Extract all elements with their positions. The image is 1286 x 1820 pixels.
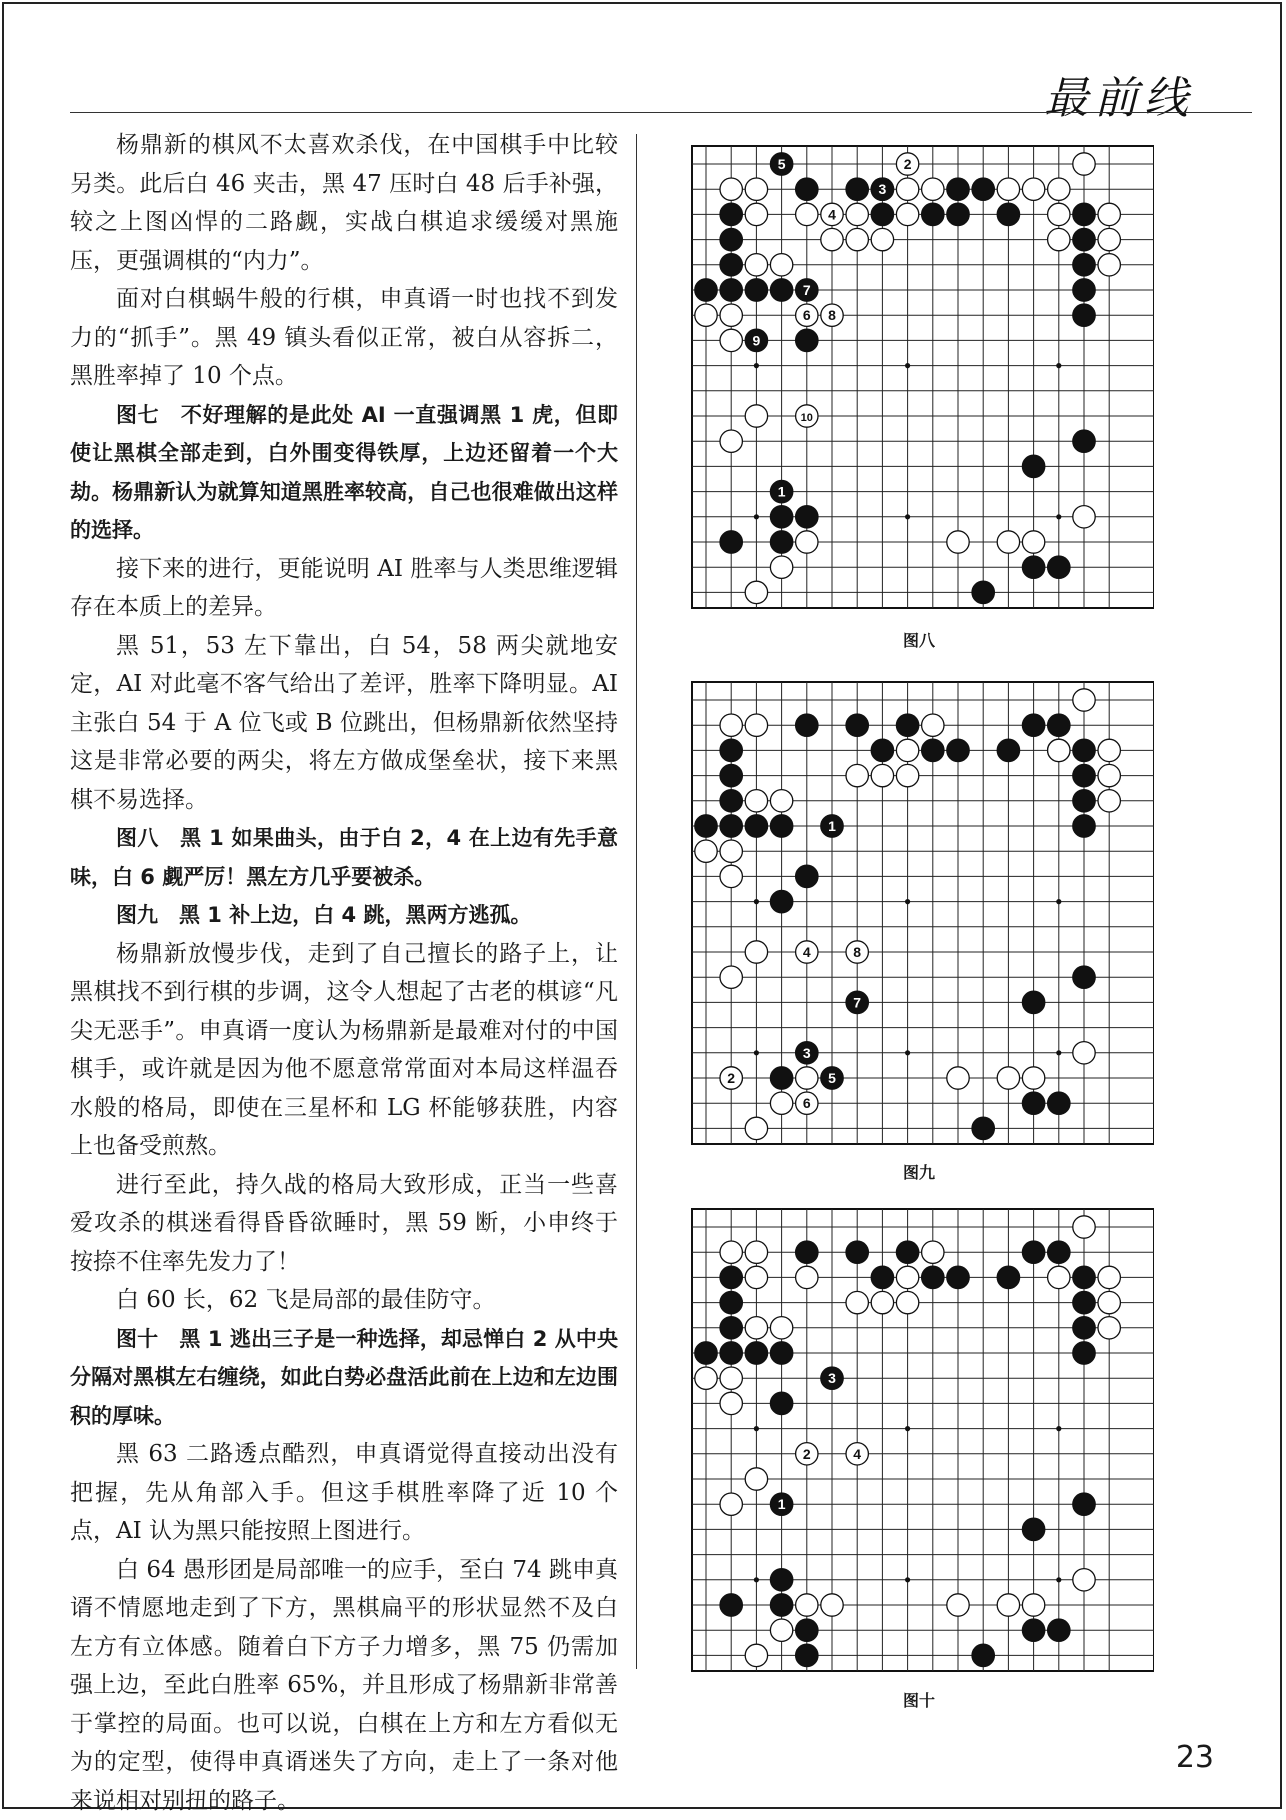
black-stone bbox=[1048, 556, 1070, 578]
white-stone bbox=[745, 254, 767, 276]
white-stone bbox=[896, 764, 918, 786]
black-stone bbox=[997, 203, 1019, 225]
black-stone bbox=[770, 815, 792, 837]
black-stone bbox=[896, 714, 918, 736]
move-number: 7 bbox=[853, 994, 861, 1010]
black-stone bbox=[720, 1594, 742, 1616]
white-stone bbox=[720, 966, 742, 988]
white-stone bbox=[770, 1317, 792, 1339]
black-stone bbox=[796, 1241, 818, 1263]
white-stone bbox=[1098, 1266, 1120, 1288]
black-stone bbox=[720, 1266, 742, 1288]
black-stone bbox=[1073, 228, 1095, 250]
paragraph: 进行至此，持久战的格局大致形成，正当一些喜爱攻杀的棋迷看得昏昏欲睡时，黑 59 断，小申终于按捺不住率先发力了！ bbox=[70, 1166, 618, 1282]
black-stone bbox=[796, 865, 818, 887]
white-stone bbox=[745, 1644, 767, 1666]
black-stone bbox=[1073, 1342, 1095, 1364]
black-stone bbox=[720, 1291, 742, 1313]
white-stone bbox=[997, 1594, 1019, 1616]
move-number: 4 bbox=[803, 944, 811, 960]
white-stone bbox=[745, 790, 767, 812]
white-stone bbox=[745, 178, 767, 200]
black-stone bbox=[871, 1266, 893, 1288]
white-stone bbox=[796, 1266, 818, 1288]
white-stone bbox=[821, 228, 843, 250]
black-stone bbox=[745, 1342, 767, 1364]
black-stone bbox=[1022, 1619, 1044, 1641]
white-stone bbox=[896, 1266, 918, 1288]
black-stone bbox=[796, 506, 818, 528]
star-point bbox=[905, 363, 910, 368]
move-number: 1 bbox=[778, 1496, 786, 1512]
move-number: 4 bbox=[853, 1446, 861, 1462]
white-stone bbox=[896, 739, 918, 761]
white-stone bbox=[846, 764, 868, 786]
black-stone bbox=[745, 815, 767, 837]
black-stone bbox=[720, 1342, 742, 1364]
white-stone bbox=[1098, 790, 1120, 812]
diagram-caption: 图十 bbox=[684, 1688, 1154, 1711]
black-stone bbox=[770, 1594, 792, 1616]
move-number: 8 bbox=[828, 307, 836, 323]
black-stone bbox=[1073, 1317, 1095, 1339]
paragraph: 杨鼎新的棋风不太喜欢杀伐，在中国棋手中比较另类。此后白 46 夹击，黑 47 压时白 48 后手补强，较之上图凶悍的二路觑，实战白棋追求缓缓对黑施压，更强调棋的“内力”。 bbox=[70, 126, 618, 280]
white-stone bbox=[745, 714, 767, 736]
star-point bbox=[1056, 1426, 1061, 1431]
star-point bbox=[905, 1050, 910, 1055]
paragraph: 面对白棋蜗牛般的行棋，申真谞一时也找不到发力的“抓手”。黑 49 镇头看似正常，被白从容拆二，黑胜率掉了 10 个点。 bbox=[70, 280, 618, 396]
white-stone bbox=[1048, 739, 1070, 761]
white-stone bbox=[770, 1092, 792, 1114]
black-stone bbox=[770, 1067, 792, 1089]
white-stone bbox=[796, 203, 818, 225]
white-stone bbox=[745, 405, 767, 427]
star-point bbox=[1056, 1050, 1061, 1055]
black-stone bbox=[922, 1266, 944, 1288]
star-point bbox=[1056, 514, 1061, 519]
move-number: 4 bbox=[828, 206, 836, 222]
black-stone bbox=[997, 739, 1019, 761]
move-number: 3 bbox=[879, 181, 887, 197]
star-point bbox=[754, 514, 759, 519]
move-number: 2 bbox=[904, 156, 912, 172]
white-stone bbox=[896, 1291, 918, 1313]
figure-note: 图九 黑 1 补上边，白 4 跳，黑两方逃孤。 bbox=[70, 896, 618, 935]
white-stone bbox=[1098, 739, 1120, 761]
white-stone bbox=[770, 1619, 792, 1641]
black-stone bbox=[947, 178, 969, 200]
black-stone bbox=[720, 254, 742, 276]
black-stone bbox=[720, 1317, 742, 1339]
black-stone bbox=[972, 1644, 994, 1666]
white-stone bbox=[1022, 1594, 1044, 1616]
header-rule bbox=[70, 112, 1252, 113]
star-point bbox=[754, 1577, 759, 1582]
black-stone bbox=[720, 815, 742, 837]
black-stone bbox=[871, 739, 893, 761]
go-diagram-10 bbox=[684, 1205, 1154, 1675]
black-stone bbox=[1048, 714, 1070, 736]
paragraph: 白 64 愚形团是局部唯一的应手，至白 74 跳申真谞不情愿地走到了下方，黑棋扁平的形状显然不及白左方有立体感。随着白下方子力增多，黑 75 仍需加强上边，至此白胜率 65%，并且形成了杨鼎新非常善于掌控的局面。也可以说，白棋在上方和左方看似无为的定型，使得申真谞迷失了方向，走上了一条对他来说相对别扭的路子。 bbox=[70, 1551, 618, 1820]
black-stone bbox=[947, 739, 969, 761]
move-number: 10 bbox=[801, 412, 813, 424]
black-stone bbox=[1022, 455, 1044, 477]
white-stone bbox=[1098, 228, 1120, 250]
move-number: 7 bbox=[803, 282, 811, 298]
black-stone bbox=[1022, 1092, 1044, 1114]
paragraph: 黑 63 二路透点酷烈，申真谞觉得直接动出没有把握，先从角部入手。但这手棋胜率降了近 10 个点，AI 认为黑只能按照上图进行。 bbox=[70, 1435, 618, 1551]
white-stone bbox=[997, 531, 1019, 553]
black-stone bbox=[1073, 1493, 1095, 1515]
white-stone bbox=[745, 1266, 767, 1288]
white-stone bbox=[1048, 1266, 1070, 1288]
black-stone bbox=[1073, 304, 1095, 326]
white-stone bbox=[896, 203, 918, 225]
black-stone bbox=[770, 1342, 792, 1364]
go-diagram-9 bbox=[684, 678, 1154, 1148]
white-stone bbox=[871, 764, 893, 786]
black-stone bbox=[1022, 556, 1044, 578]
white-stone bbox=[1022, 178, 1044, 200]
white-stone bbox=[821, 1594, 843, 1616]
paragraph: 接下来的进行，更能说明 AI 胜率与人类思维逻辑存在本质上的差异。 bbox=[70, 550, 618, 627]
page-number: 23 bbox=[1176, 1740, 1214, 1775]
move-number: 2 bbox=[727, 1070, 735, 1086]
black-stone bbox=[846, 178, 868, 200]
paragraph: 黑 51，53 左下靠出，白 54，58 两尖就地安定，AI 对此毫不客气给出了差评，胜率下降明显。AI 主张白 54 于 A 位飞或 B 位跳出，但杨鼎新依然坚持这是非常必要的两尖，将左方做成堡垒状，接下来黑棋不易选择。 bbox=[70, 627, 618, 820]
diagram-caption: 图九 bbox=[684, 1160, 1154, 1183]
black-stone bbox=[720, 531, 742, 553]
white-stone bbox=[720, 178, 742, 200]
black-stone bbox=[1022, 1241, 1044, 1263]
white-stone bbox=[1048, 228, 1070, 250]
black-stone bbox=[1048, 1092, 1070, 1114]
white-stone bbox=[846, 203, 868, 225]
white-stone bbox=[1098, 764, 1120, 786]
black-stone bbox=[796, 714, 818, 736]
white-stone bbox=[1098, 254, 1120, 276]
star-point bbox=[1056, 363, 1061, 368]
white-stone bbox=[997, 178, 1019, 200]
black-stone bbox=[796, 1619, 818, 1641]
move-number: 3 bbox=[803, 1045, 811, 1061]
black-stone bbox=[695, 279, 717, 301]
white-stone bbox=[720, 329, 742, 351]
white-stone bbox=[720, 1392, 742, 1414]
white-stone bbox=[846, 228, 868, 250]
paragraph: 白 60 长，62 飞是局部的最佳防守。 bbox=[70, 1281, 618, 1320]
black-stone bbox=[720, 764, 742, 786]
star-point bbox=[905, 1426, 910, 1431]
black-stone bbox=[846, 1241, 868, 1263]
black-stone bbox=[972, 581, 994, 603]
black-stone bbox=[796, 1644, 818, 1666]
black-stone bbox=[695, 815, 717, 837]
white-stone bbox=[997, 1067, 1019, 1089]
black-stone bbox=[1073, 790, 1095, 812]
black-stone bbox=[997, 1266, 1019, 1288]
white-stone bbox=[1098, 1291, 1120, 1313]
star-point bbox=[905, 899, 910, 904]
column-divider bbox=[636, 134, 637, 1669]
black-stone bbox=[947, 203, 969, 225]
white-stone bbox=[720, 714, 742, 736]
white-stone bbox=[1073, 506, 1095, 528]
white-stone bbox=[720, 430, 742, 452]
white-stone bbox=[745, 203, 767, 225]
star-point bbox=[1056, 899, 1061, 904]
star-point bbox=[754, 1050, 759, 1055]
black-stone bbox=[972, 178, 994, 200]
white-stone bbox=[947, 1594, 969, 1616]
black-stone bbox=[972, 1117, 994, 1139]
white-stone bbox=[1048, 203, 1070, 225]
figure-note: 图八 黑 1 如果曲头，由于白 2，4 在上边有先手意味，白 6 觑严厉！黑左方几乎要被杀。 bbox=[70, 819, 618, 896]
white-stone bbox=[1073, 1042, 1095, 1064]
move-number: 2 bbox=[803, 1446, 811, 1462]
white-stone bbox=[796, 1594, 818, 1616]
white-stone bbox=[1048, 178, 1070, 200]
diagram-caption: 图八 bbox=[684, 628, 1154, 651]
black-stone bbox=[720, 228, 742, 250]
star-point bbox=[1056, 1577, 1061, 1582]
black-stone bbox=[1073, 1291, 1095, 1313]
white-stone bbox=[796, 531, 818, 553]
black-stone bbox=[770, 890, 792, 912]
move-number: 3 bbox=[828, 1370, 836, 1386]
black-stone bbox=[1073, 815, 1095, 837]
white-stone bbox=[720, 840, 742, 862]
black-stone bbox=[770, 1392, 792, 1414]
white-stone bbox=[770, 254, 792, 276]
white-stone bbox=[770, 556, 792, 578]
white-stone bbox=[922, 714, 944, 736]
white-stone bbox=[1073, 689, 1095, 711]
white-stone bbox=[745, 1117, 767, 1139]
black-stone bbox=[1048, 1241, 1070, 1263]
move-number: 8 bbox=[853, 944, 861, 960]
black-stone bbox=[770, 1569, 792, 1591]
white-stone bbox=[745, 1468, 767, 1490]
black-stone bbox=[720, 279, 742, 301]
move-number: 5 bbox=[778, 156, 786, 172]
star-point bbox=[905, 1577, 910, 1582]
black-stone bbox=[1022, 991, 1044, 1013]
go-diagram-8 bbox=[684, 142, 1154, 612]
black-stone bbox=[796, 178, 818, 200]
black-stone bbox=[1022, 714, 1044, 736]
white-stone bbox=[871, 1291, 893, 1313]
white-stone bbox=[720, 304, 742, 326]
black-stone bbox=[1073, 1266, 1095, 1288]
black-stone bbox=[1073, 254, 1095, 276]
white-stone bbox=[846, 1291, 868, 1313]
black-stone bbox=[846, 714, 868, 736]
black-stone bbox=[720, 203, 742, 225]
paragraph: 杨鼎新放慢步伐，走到了自己擅长的路子上，让黑棋找不到行棋的步调，这令人想起了古老的棋谚“凡尖无恶手”。申真谞一度认为杨鼎新是最难对付的中国棋手，或许就是因为他不愿意常常面对本局这样温吞水般的格局，即使在三星杯和 LG 杯能够获胜，内容上也备受煎熬。 bbox=[70, 935, 618, 1166]
white-stone bbox=[745, 1241, 767, 1263]
black-stone bbox=[1073, 966, 1095, 988]
white-stone bbox=[922, 178, 944, 200]
black-stone bbox=[1073, 203, 1095, 225]
white-stone bbox=[871, 228, 893, 250]
white-stone bbox=[947, 1067, 969, 1089]
black-stone bbox=[1073, 739, 1095, 761]
white-stone bbox=[1073, 1216, 1095, 1238]
figure-note: 图十 黑 1 逃出三子是一种选择，却忌惮白 2 从中央分隔对黑棋左右缠绕，如此白势必盘活此前在上边和左边围积的厚味。 bbox=[70, 1320, 618, 1436]
white-stone bbox=[947, 531, 969, 553]
move-number: 1 bbox=[828, 818, 836, 834]
white-stone bbox=[896, 178, 918, 200]
black-stone bbox=[922, 203, 944, 225]
star-point bbox=[905, 514, 910, 519]
black-stone bbox=[770, 531, 792, 553]
white-stone bbox=[745, 1317, 767, 1339]
black-stone bbox=[896, 1241, 918, 1263]
figure-note: 图七 不好理解的是此处 AI 一直强调黑 1 虎，但即使让黑棋全部走到，白外围变得铁厚，上边还留着一个大劫。杨鼎新认为就算知道黑胜率较高，自己也很难做出这样的选择。 bbox=[70, 396, 618, 550]
star-point bbox=[754, 363, 759, 368]
move-number: 1 bbox=[778, 484, 786, 500]
white-stone bbox=[1098, 203, 1120, 225]
black-stone bbox=[1048, 1619, 1070, 1641]
header-title: 最前线 bbox=[1044, 62, 1194, 126]
black-stone bbox=[695, 1342, 717, 1364]
black-stone bbox=[1073, 764, 1095, 786]
black-stone bbox=[745, 279, 767, 301]
black-stone bbox=[871, 203, 893, 225]
white-stone bbox=[720, 865, 742, 887]
white-stone bbox=[1098, 1317, 1120, 1339]
article-text bbox=[70, 126, 618, 1820]
black-stone bbox=[1073, 430, 1095, 452]
black-stone bbox=[770, 506, 792, 528]
white-stone bbox=[922, 1241, 944, 1263]
white-stone bbox=[1022, 1067, 1044, 1089]
move-number: 5 bbox=[828, 1070, 836, 1086]
white-stone bbox=[720, 1493, 742, 1515]
black-stone bbox=[770, 279, 792, 301]
black-stone bbox=[720, 739, 742, 761]
move-number: 9 bbox=[753, 332, 761, 348]
star-point bbox=[754, 899, 759, 904]
white-stone bbox=[720, 1241, 742, 1263]
white-stone bbox=[745, 941, 767, 963]
white-stone bbox=[1073, 153, 1095, 175]
white-stone bbox=[695, 840, 717, 862]
white-stone bbox=[720, 1367, 742, 1389]
move-number: 6 bbox=[803, 307, 811, 323]
black-stone bbox=[1022, 1518, 1044, 1540]
black-stone bbox=[720, 790, 742, 812]
black-stone bbox=[796, 329, 818, 351]
white-stone bbox=[695, 304, 717, 326]
white-stone bbox=[796, 1067, 818, 1089]
white-stone bbox=[1073, 1569, 1095, 1591]
black-stone bbox=[1073, 279, 1095, 301]
star-point bbox=[754, 1426, 759, 1431]
white-stone bbox=[770, 790, 792, 812]
move-number: 6 bbox=[803, 1095, 811, 1111]
white-stone bbox=[745, 581, 767, 603]
white-stone bbox=[1022, 531, 1044, 553]
white-stone bbox=[695, 1367, 717, 1389]
black-stone bbox=[947, 1266, 969, 1288]
black-stone bbox=[922, 739, 944, 761]
